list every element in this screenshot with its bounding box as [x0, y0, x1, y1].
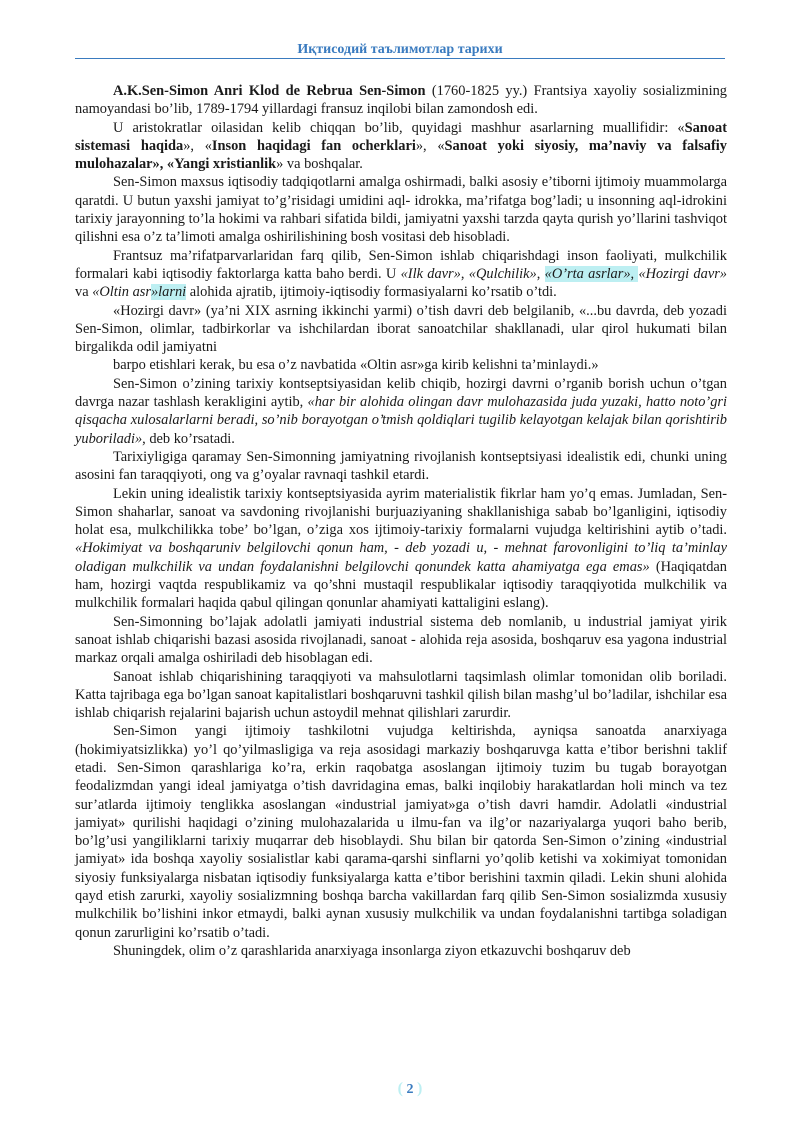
paragraph-1: A.K.Sen-Simon Anri Klod de Rebrua Sen-Simon (1760-1825 yy.) Frantsiya xayoliy sosializmining namoyandasi bo’lib, 1789-1794 yillardagi fransuz inqilobi bilan zamondosh edi.: [75, 83, 727, 118]
paragraph-10: Sanoat ishlab chiqarishining taraqqiyoti va mahsulotlarni taqsimlash olimlar tomonidan olib boriladi. Katta tajribaga ega bo’lgan sanoat kapitalistlari boshqaruvni tashkil qilish bilan mashg’ul bo’ladilar, ishchilar esa ishlab chiqarish rejalarini bajarish uchun astoydil mehnat qilishlari zarurdir.: [75, 668, 727, 722]
paragraph-5-continued: barpo etishlari kerak, bu esa o’z navbatida «Oltin asr»ga kirib kelishni ta’minlaydi.»: [113, 357, 599, 374]
paragraph-12: Shuningdek, olim o’z qarashlarida anarxiyaga insonlarga ziyon etkazuvchi boshqaruv deb: [113, 942, 631, 959]
author-name: A.K.Sen-Simon Anri Klod de Rebrua Sen-Simon: [113, 83, 426, 99]
paragraph-6: Sen-Simon o’zining tarixiy kontseptsiyasidan kelib chiqib, hozirgi davrni o’rganib borish uchun o’tgan davrga nazar tashlash kerakligini aytib, «har bir alohida olingan davr mulohazasida juda yuzaki, hatto noto’gri qisqacha xulosalarlarni beradi, so’nib borayotgan o’tmish qoldiqlari tugilib kelayotgan kelajak bilan qorishtirib yuboriladi», deb ko’rsatadi.: [75, 375, 727, 447]
paragraph-5: «Hozirgi davr» (ya’ni XIX asrning ikkinchi yarmi) o’tish davri deb belgilanib, «...bu davrda, deb yozadi Sen-Simon, olimlar, tadbirkorlar va ishchilardan iborat sanoatchilar shakllanadi, ular qirol hukumati bilan birgalikda odil jamiyatni: [75, 302, 727, 356]
body-text: [75, 82, 727, 960]
running-header: Иқтисодий таълимотлар тарихи: [297, 42, 503, 57]
paragraph-8: Lekin uning idealistik tarixiy kontseptsiyasida ayrim materialistik fikrlar ham yo’q emas. Jumladan, Sen-Simon shaharlar, sanoat va savdoning rivojlanishi burjuaziyaning shakllanishiga sabab bo’lganligini, iqtisodiy holat esa, mulkchilikka tobe’ bo’lgan, o’ziga xos ijtimoiy-tarixiy formalarni vujudga keltirishini aytib o’tadi. «Hokimiyat va boshqaruniv belgilovchi qonun ham, - deb yozadi u, - mehnat farovonligini to’liq ta’minlay oladigan mulkchilik va undan foydalanishni belgilovchi qonundek katta ahamiyatga ega emas» (Haqiqatdan ham, hozirgi vaqtda respublikamiz va qo’shni mustaqil respublikalar iqtisodiy taraqqiyotida mulkchilik va mulkchilik formalari haqida qabul qilingan qonunlar ahamiyati kattaligini eslang).: [75, 485, 727, 612]
paragraph-2: U aristokratlar oilasidan kelib chiqqan bo’lib, quyidagi mashhur asarlarning muallifidir: «Sanoat sistemasi haqida», «Inson haqidagi fan ocherklari», «Sanoat yoki siyosiy, ma’naviy va falsafiy mulohazalar», «Yangi xristianlik» va boshqalar.: [75, 119, 727, 173]
page-number: ( 2 ): [397, 1080, 423, 1097]
paragraph-4: Frantsuz ma’rifatparvarlaridan farq qilib, Sen-Simon ishlab chiqarishdagi inson faoliyati, mulkchilik formalari kabi iqtisodiy faktorlarga katta baho berdi. U «Ilk davr», «Qulchilik», «O’rta asrlar», «Hozirgi davr» va «Oltin asr»larni alohida ajratib, ijtimoiy-iqtisodiy formasiyalarni ko’rsatib o’tdi.: [75, 247, 728, 301]
header-rule: [75, 58, 725, 59]
paragraph-11: Sen-Simon yangi ijtimoiy tashkilotni vujudga keltirishda, ayniqsa sanoatda anarxiyaga (hokimiyatsizlikka) yo’l qo’yilmasligiga va reja asosidagi markaziy boshqaruvga katta e’tibor berishni taklif etadi. Sen-Simon qarashlariga ko’ra, erkin raqobatga asoslangan ijtimoiy tuzim bu tugab borayotgan feodalizmdan yangi ideal jamiyatga o’tish davridagina emas, balki inqilobiy harakatlardan holi minch va tez sur’atlarda ijtimoiy tenglikka asoslangan «industrial jamiyat»ga o’tish davri hamdir. Adolatli «industrial jamiyat» qurilishi haqidagi o’zining mulohazalarida u ilmu-fan va ilg’or nazariyalarga yuqori baho berib, bo’lg’usi yangiliklarni tarixiy muqarrar deb hisoblaydi. Shu bilan bir qatorda Sen-Simon o’zining «industrial jamiyat» ida boshqa xayoliy sosialistlar kabi qarama-qarshi sinflarni yo’qolib ketishi va xokimiyat tomonidan siyosiy funksiyalarga nisbatan iqtisodiy funksiyalarga katta e’tibor berishini taxmin qiladi. Lekin shuni alohida qayd etish zarurki, xayoliy sosializmning boshqa barcha vakillardan farq qilib Sen-Simon sosializmda xususiy mulkchilik bo’lishini inkor etmaydi, balki aynan xususiy mulkchilik va undan foydalanishni tartibga soladigan qonun zarurligini ko’rsatib o’tadi.: [75, 723, 727, 941]
paragraph-9: Sen-Simonning bo’lajak adolatli jamiyati industrial sistema deb nomlanib, u industrial jamiyat yirik sanoat ishlab chiqarishi bazasi asosida rivojlanadi, sanoat - alohida reja asosida, boshqaruv esa yagona industrial markaz orqali amalga oshiriladi deb hisoblagan edi.: [75, 613, 727, 667]
paragraph-7: Tarixiyligiga qaramay Sen-Simonning jamiyatning rivojlanish kontseptsiyasi idealistik edi, chunki uning asosini fan taraqqiyoti, ong va g’oyalar ravnaqi tashkil etardi.: [75, 448, 727, 484]
paragraph-3: Sen-Simon maxsus iqtisodiy tadqiqotlarni amalga oshirmadi, balki asosiy e’tiborni ijtimoiy muammolarga qaratdi. U butun yaxshi jamiyat to’g’risidagi umidini aql- idrokka, ma’rifatga bog’ladi; u insonning aql-idrokini tarixiy jarayonning to’la hokimi va rahbari sifatida bildi, jamiyatni yaxshi tarzda qayta qurish yo’llarini tashviqot qilishni esa o’z ta’limoti amalga oshirilishining bosh vositasi deb hisobladi.: [75, 174, 727, 246]
